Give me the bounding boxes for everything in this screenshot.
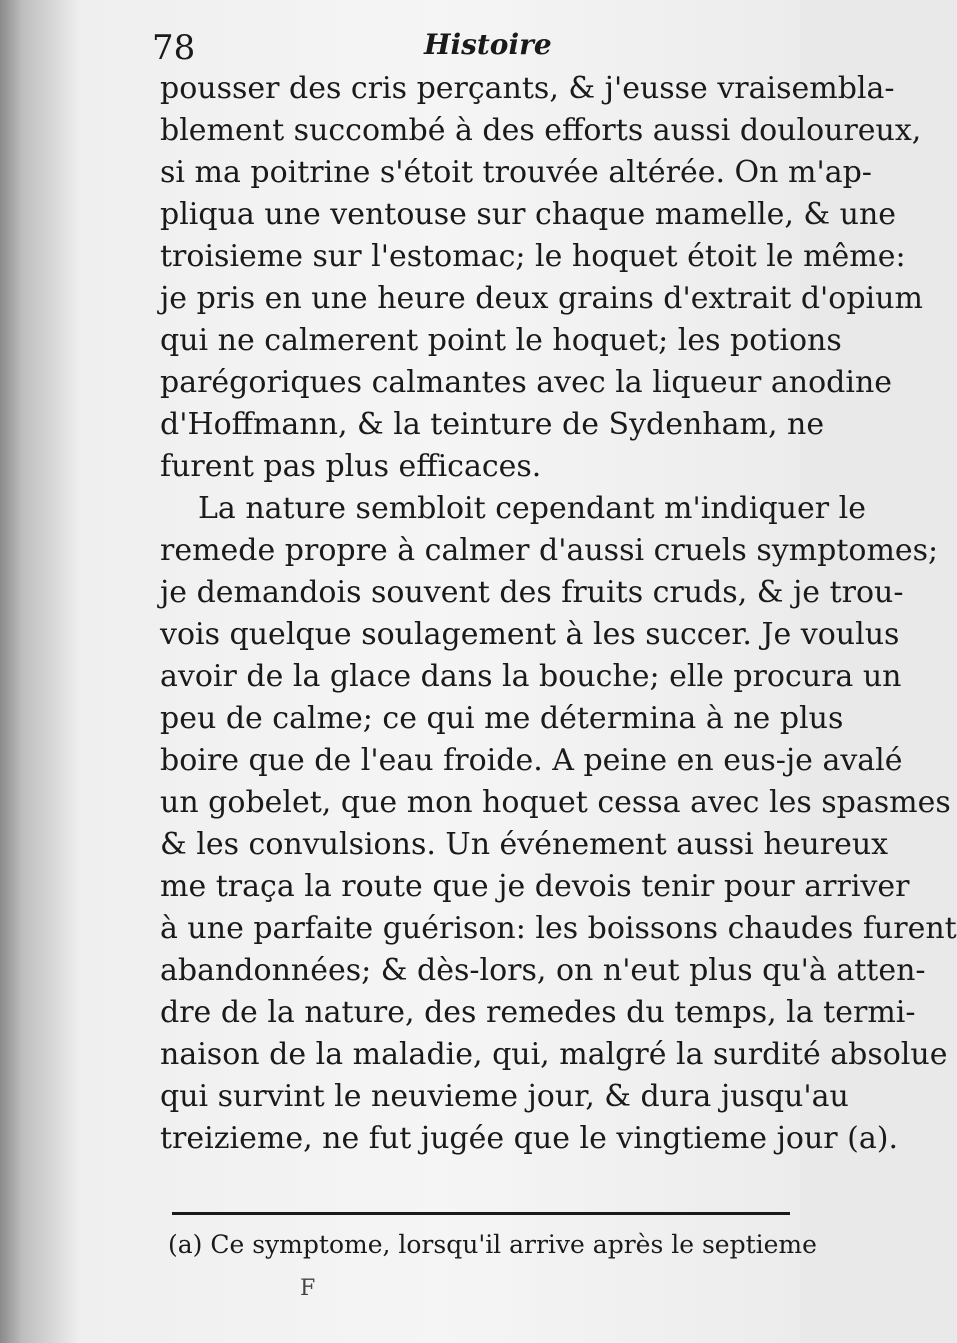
text-line: blement succombé à des efforts aussi douloureux, — [160, 113, 922, 148]
text-line: dre de la nature, des remedes du temps, la termi- — [160, 995, 916, 1030]
text-line: qui survint le neuvieme jour, & dura jusqu'au — [160, 1079, 849, 1114]
text-line: qui ne calmerent point le hoquet; les potions — [160, 323, 842, 358]
text-line: je pris en une heure deux grains d'extrait d'opium — [160, 281, 923, 316]
text-line: pliqua une ventouse sur chaque mamelle, & une — [160, 197, 897, 232]
text-line: me traça la route que je devois tenir pour arriver — [160, 869, 910, 904]
text-line: remede propre à calmer d'aussi cruels symptomes; — [160, 533, 939, 568]
text-line: pousser des cris perçants, & j'eusse vraisembla- — [160, 71, 895, 106]
text-line: à une parfaite guérison: les boissons chaudes furent — [160, 911, 957, 946]
text-line: vois quelque soulagement à les succer. Je voulus — [160, 617, 900, 652]
text-line: un gobelet, que mon hoquet cessa avec les spasmes — [160, 785, 951, 820]
body-text — [160, 68, 957, 1160]
text-line: je demandois souvent des fruits cruds, & je trou- — [160, 575, 904, 610]
text-line: furent pas plus efficaces. — [160, 449, 542, 484]
text-line: d'Hoffmann, & la teinture de Sydenham, ne — [160, 407, 825, 442]
page-number: 78 — [152, 28, 196, 68]
text-line: troisieme sur l'estomac; le hoquet étoit le même: — [160, 239, 906, 274]
running-title: Histoire — [424, 28, 552, 61]
text-line: avoir de la glace dans la bouche; elle procura un — [160, 659, 902, 694]
text-line: abandonnées; & dès-lors, on n'eut plus qu'à atten- — [160, 953, 926, 988]
text-line: si ma poitrine s'étoit trouvée altérée. On m'ap- — [160, 155, 872, 190]
footnote: (a) Ce symptome, lorsqu'il arrive après le septieme — [168, 1230, 817, 1259]
text-line: boire que de l'eau froide. A peine en eus-je avalé — [160, 743, 903, 778]
footnote-divider — [172, 1212, 790, 1215]
signature-mark: F — [300, 1276, 316, 1301]
text-line: & les convulsions. Un événement aussi heureux — [160, 827, 889, 862]
text-line: peu de calme; ce qui me détermina à ne plus — [160, 701, 844, 736]
text-line: treizieme, ne fut jugée que le vingtieme jour (a). — [160, 1121, 898, 1156]
text-line: La nature sembloit cependant m'indiquer le — [198, 491, 866, 526]
text-line: parégoriques calmantes avec la liqueur anodine — [160, 365, 893, 400]
text-line: naison de la maladie, qui, malgré la surdité absolue — [160, 1037, 948, 1072]
